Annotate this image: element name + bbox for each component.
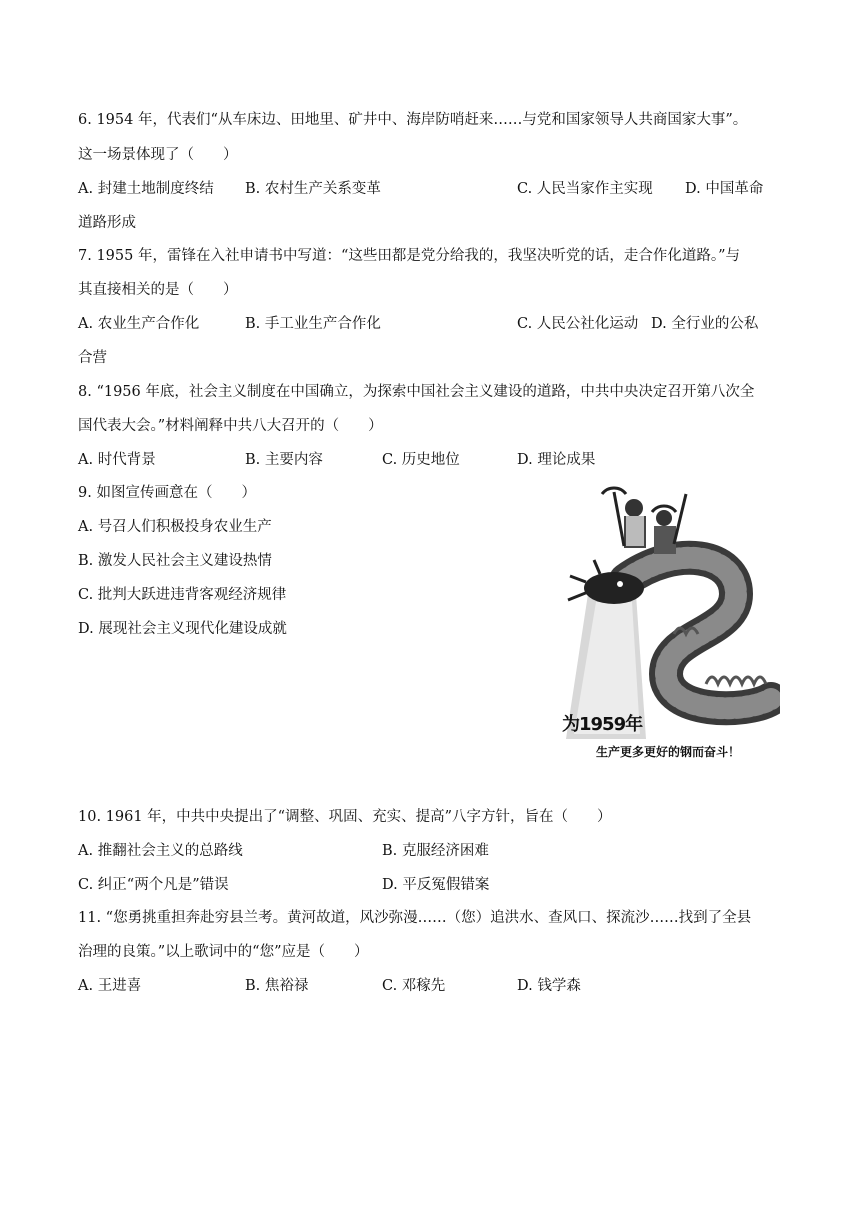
poster-year-text: 为1959年: [562, 714, 643, 735]
q10-option-b[interactable]: B. 克服经济困难: [382, 843, 489, 859]
rider1-pole: [614, 492, 624, 546]
q11-option-c[interactable]: C. 邓稼先: [382, 978, 446, 994]
q7-option-c[interactable]: C. 人民公社化运动: [517, 316, 639, 332]
rider1-head: [625, 499, 643, 517]
q6-stem-line2: 这一场景体现了（ ）: [78, 147, 238, 163]
q9-option-c[interactable]: C. 批判大跃进违背客观经济规律: [78, 587, 287, 603]
q8-option-b[interactable]: B. 主要内容: [245, 452, 323, 468]
q11-stem-line2: 治理的良策。”以上歌词中的“您”应是（ ）: [78, 944, 369, 960]
q10-stem: 10. 1961 年，中共中央提出了“调整、巩固、充实、提高”八字方针，旨在（ ）: [78, 809, 612, 825]
q7-option-b[interactable]: B. 手工业生产合作化: [245, 316, 381, 332]
q8-option-c[interactable]: C. 历史地位: [382, 452, 460, 468]
poster-caption: 生产更多更好的钢而奋斗！: [595, 744, 740, 759]
q6-option-c[interactable]: C. 人民当家作主实现: [517, 181, 653, 197]
q9-option-a[interactable]: A. 号召人们积极投身农业生产: [78, 519, 272, 535]
q6-stem-line1: 6. 1954 年，代表们“从车床边、田地里、矿井中、海岸防哨赶来……与党和国家领导人共商国家大事”。: [78, 112, 748, 128]
q11-option-d[interactable]: D. 钱学森: [517, 978, 581, 994]
q10-option-a[interactable]: A. 推翻社会主义的总路线: [78, 843, 243, 859]
q8-option-d[interactable]: D. 理论成果: [517, 452, 596, 468]
q9-option-d[interactable]: D. 展现社会主义现代化建设成就: [78, 621, 287, 637]
dragon-eye: [617, 581, 623, 587]
q11-option-b[interactable]: B. 焦裕禄: [245, 978, 309, 994]
q7-option-d-continuation: 合营: [78, 350, 107, 366]
rider2-head: [656, 510, 672, 526]
q9-option-b[interactable]: B. 激发人民社会主义建设热情: [78, 553, 272, 569]
q11-stem-line1: 11. “您勇挑重担奔赴穷县兰考。黄河故道，风沙弥漫……（您）追洪水、查风口、探流沙……找到了全县: [78, 910, 752, 926]
q7-option-a[interactable]: A. 农业生产合作化: [78, 316, 200, 332]
rider2-body: [654, 526, 676, 554]
q10-option-d[interactable]: D. 平反冤假错案: [382, 877, 490, 893]
flames: [706, 677, 766, 684]
q6-option-d-continuation: 道路形成: [78, 215, 136, 231]
q6-option-a[interactable]: A. 封建土地制度终结: [78, 181, 214, 197]
q8-stem-line2: 国代表大会。”材料阐释中共八大召开的（ ）: [78, 418, 383, 434]
rider1-shirt: [626, 516, 644, 546]
q6-option-d[interactable]: D. 中国革命: [685, 181, 764, 197]
q10-option-c[interactable]: C. 纠正“两个凡是”错误: [78, 877, 229, 893]
dragon-head: [584, 572, 644, 604]
q11-option-a[interactable]: A. 王进喜: [78, 978, 142, 994]
q8-stem-line1: 8. “1956 年底，社会主义制度在中国确立，为探索中国社会主义建设的道路，中共中央决定召开第八次全: [78, 384, 755, 400]
q7-option-d[interactable]: D. 全行业的公私: [651, 316, 759, 332]
q7-stem-line2: 其直接相关的是（ ）: [78, 282, 238, 298]
q6-option-b[interactable]: B. 农村生产关系变革: [245, 181, 381, 197]
q7-stem-line1: 7. 1955 年，雷锋在入社申请书中写道：“这些田都是党分给我的，我坚决听党的话，走合作化道路。”与: [78, 248, 741, 264]
propaganda-poster: [556, 484, 780, 766]
rider2-pole: [674, 494, 686, 544]
q8-option-a[interactable]: A. 时代背景: [78, 452, 156, 468]
q9-stem: 9. 如图宣传画意在（ ）: [78, 485, 256, 501]
